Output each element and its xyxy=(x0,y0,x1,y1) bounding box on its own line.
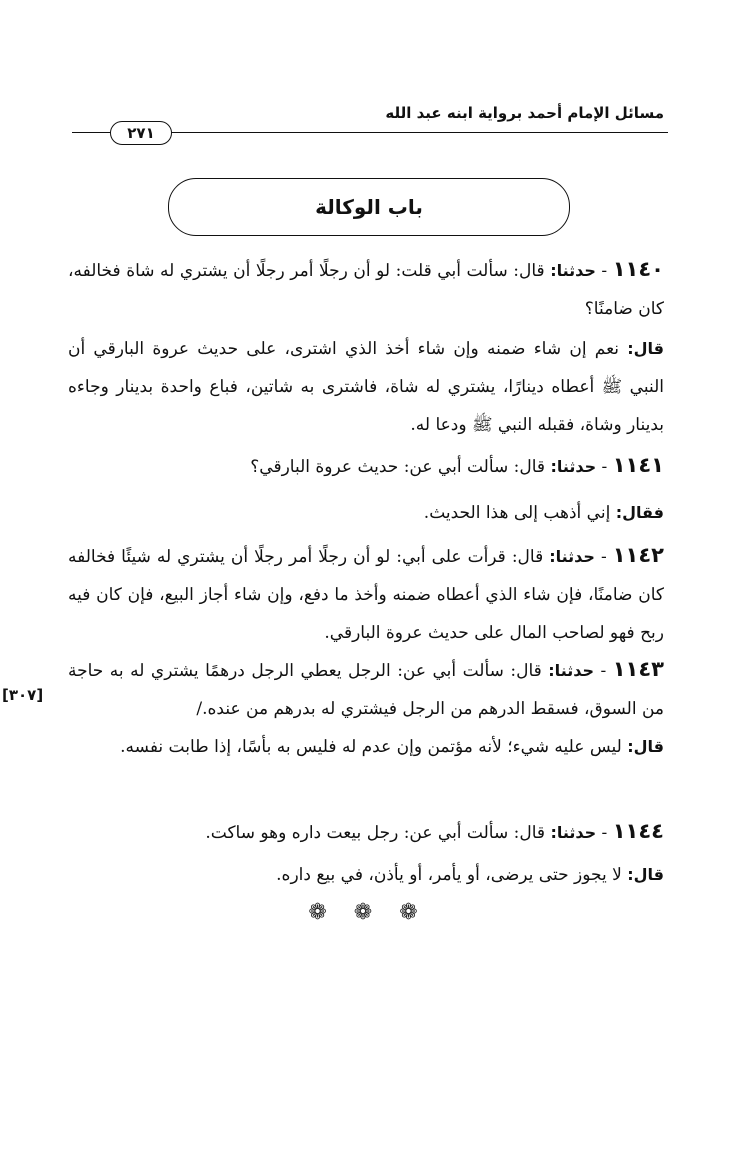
entry-number: ١١٤٣ xyxy=(612,657,665,681)
answer-keyword: فقال: xyxy=(615,503,664,522)
answer-text: إني أذهب إلى هذا الحديث. xyxy=(423,503,611,523)
entry-1141: ١١٤١ - حدثنا: قال: سألت أبي عن: حديث عروة البارقي؟ xyxy=(250,453,664,477)
entry-1142: ١١٤٢ - حدثنا: قال: قرأت على أبي: لو أن رجلًا أمر رجلًا أن يشتري له شيئًا فخالفه كان ضامنًا، فإن شاء الذي أعطاه ضمنه وأخذ ما دفع، وإن شاء أجاز البيع، فإن كان فيه ربح فهو لصاحب المال على حديث عروة البارقي. xyxy=(68,543,665,643)
running-title: مسائل الإمام أحمد برواية ابنه عبد الله xyxy=(385,104,664,122)
entry-keyword: حدثنا: xyxy=(550,823,597,842)
entry-keyword: حدثنا: xyxy=(549,547,595,566)
entry-keyword: حدثنا: xyxy=(548,661,594,680)
answer-text: نعم إن شاء ضمنه وإن شاء أخذ الذي اشترى، على حديث عروة البارقي أن النبي ﷺ أعطاه دينارًا، يشتري له شاة، فاشترى به شاتين، فباع واحدة بدينار وجاءه بدينار وشاة، فقبله النبي ﷺ ودعا له. xyxy=(68,339,664,435)
answer-text: ليس عليه شيء؛ لأنه مؤتمن وإن عدم له فليس به بأسًا، إذا طابت نفسه. xyxy=(120,737,622,757)
answer-1141 xyxy=(68,494,664,532)
chapter-title: باب الوكالة xyxy=(168,178,570,236)
entry-text: قال: قرأت على أبي: لو أن رجلًا أمر رجلًا أن يشتري له شيئًا فخالفه كان ضامنًا، فإن شاء الذي أعطاه ضمنه وأخذ ما دفع، وإن شاء أجاز البيع، فإن كان فيه ربح فهو لصاحب المال على حديث عروة البارقي. xyxy=(68,547,664,643)
entry-1140: ١١٤٠ - حدثنا: قال: سألت أبي قلت: لو أن رجلًا أمر رجلًا أن يشتري له شاة فخالفه، كان ضامنًا؟ xyxy=(68,257,664,319)
margin-page-reference: [٣٠٧] xyxy=(2,686,44,704)
answer-1140 xyxy=(68,330,664,444)
answer-keyword: قال: xyxy=(627,737,664,756)
entry-keyword: حدثنا: xyxy=(550,457,597,476)
entry-text: قال: سألت أبي عن: رجل بيعت داره وهو ساكت. xyxy=(205,823,546,843)
entry-number: ١١٤٤ xyxy=(612,819,664,843)
answer-keyword: قال: xyxy=(627,339,665,358)
entry-number: ١١٤٠ xyxy=(612,257,664,281)
entry-1144: ١١٤٤ - حدثنا: قال: سألت أبي عن: رجل بيعت داره وهو ساكت. xyxy=(205,819,664,843)
entry-number: ١١٤١ xyxy=(612,453,664,477)
answer-text: لا يجوز حتى يرضى، أو يأمر، أو يأذن، في بيع داره. xyxy=(276,865,622,885)
answer-keyword: قال: xyxy=(627,865,664,884)
entry-number: ١١٤٢ xyxy=(612,543,665,567)
page-number: ٢٧١ xyxy=(110,121,172,145)
entry-text: قال: سألت أبي عن: الرجل يعطي الرجل درهمًا يشتري له به حاجة من السوق، فسقط الدرهم من الرجل فيشتري له بدرهم من عنده./ xyxy=(68,661,664,719)
answer-1144 xyxy=(108,856,664,894)
entry-1143: ١١٤٣ - حدثنا: قال: سألت أبي عن: الرجل يعطي الرجل درهمًا يشتري له به حاجة من السوق، فسقط الدرهم من الرجل فيشتري له بدرهم من عنده./ xyxy=(68,657,665,719)
section-end-ornament-icon: ❁ ❁ ❁ xyxy=(308,900,428,925)
entry-text: قال: سألت أبي عن: حديث عروة البارقي؟ xyxy=(250,457,546,477)
answer-1143 xyxy=(68,728,664,766)
entry-text: قال: سألت أبي قلت: لو أن رجلًا أمر رجلًا أن يشتري له شاة فخالفه، كان ضامنًا؟ xyxy=(68,261,664,319)
entry-keyword: حدثنا: xyxy=(550,261,596,280)
